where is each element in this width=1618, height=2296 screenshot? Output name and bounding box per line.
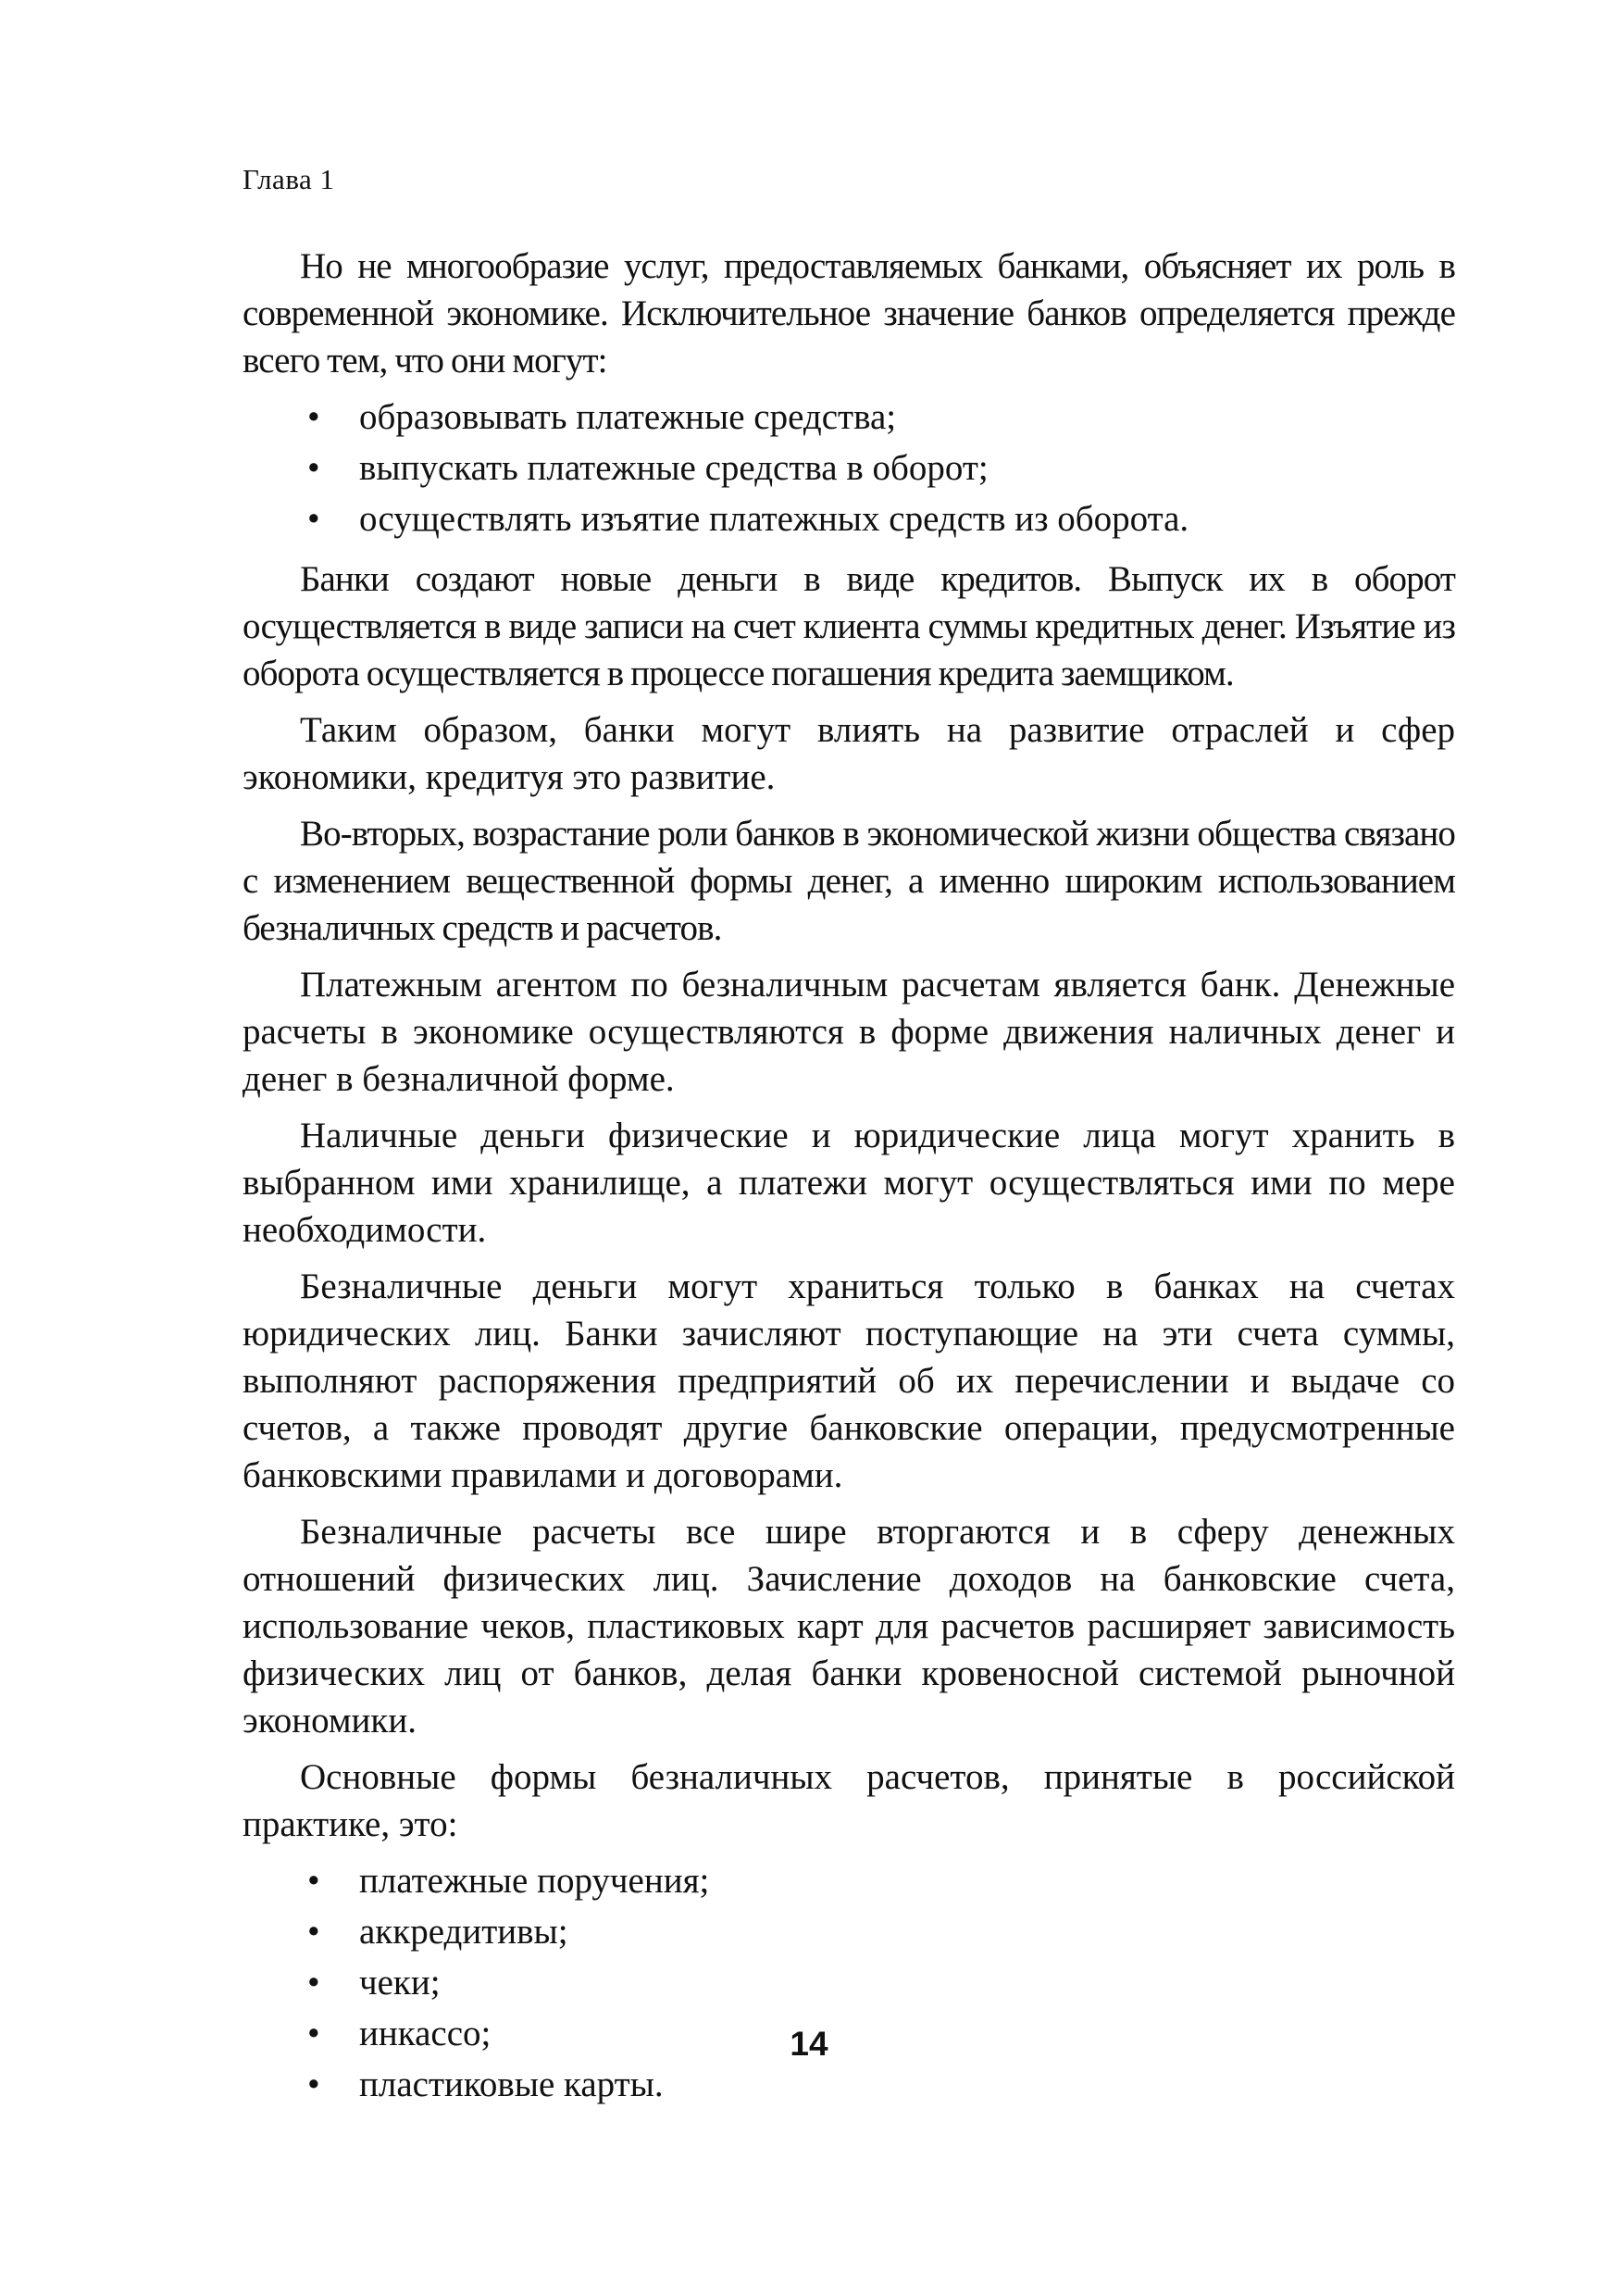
bullet-icon: • bbox=[307, 1963, 320, 2003]
bullet-icon: • bbox=[307, 448, 320, 488]
list-item bbox=[243, 1959, 1455, 2006]
paragraph-1: Но не многообразие услуг, предоставляемых банками, объясняет их роль в современной экономике. Исключительное значение банков определяется прежде всего тем, что они могут: bbox=[243, 246, 1455, 381]
paragraph-3: Таким образом, банки могут влиять на развитие отраслей и сфер экономики, кредитуя это развитие. bbox=[243, 710, 1455, 797]
list-item bbox=[243, 444, 1455, 492]
bullet-icon: • bbox=[307, 2014, 320, 2053]
list-item-text: осуществлять изъятие платежных средств из оборота. bbox=[359, 499, 1189, 539]
list-item bbox=[243, 393, 1455, 441]
bullet-icon: • bbox=[307, 1861, 320, 1901]
bullet-icon: • bbox=[307, 2065, 320, 2104]
running-head: Глава 1 bbox=[243, 163, 335, 195]
list-item bbox=[243, 1908, 1455, 1955]
paragraph-6: Наличные деньги физические и юридические лица могут хранить в выбранном ими хранилище, а платежи могут осуществляться ими по мере необходимости. bbox=[243, 1116, 1455, 1250]
bullet-icon: • bbox=[307, 397, 320, 437]
list-item-text: аккредитивы; bbox=[359, 1912, 568, 1952]
paragraph-4: Во-вторых, возрастание роли банков в экономической жизни общества связано с изменением вещественной формы денег, а именно широким использованием безналичных средств и расчетов. bbox=[243, 814, 1455, 948]
paragraph-7: Безналичные деньги могут храниться только в банках на счетах юридических лиц. Банки зачисляют поступающие на эти счета суммы, выполняют распоряжения предприятий об их перечислении и выдаче со счетов, а также проводят другие банковские операции, предусмотренные банковскими правилами и договорами. bbox=[243, 1267, 1455, 1495]
paragraph-5: Платежным агентом по безналичным расчетам является банк. Денежные расчеты в экономике осуществляются в форме движения наличных денег и денег в безналичной форме. bbox=[243, 965, 1455, 1099]
bullet-icon: • bbox=[307, 499, 320, 539]
bullet-list-payment-forms bbox=[243, 1857, 1455, 2108]
list-item-text: выпускать платежные средства в оборот; bbox=[359, 448, 989, 488]
list-item bbox=[243, 2061, 1455, 2108]
list-item-text: пластиковые карты. bbox=[359, 2065, 664, 2104]
list-item bbox=[243, 1857, 1455, 1904]
bullet-list-bank-functions bbox=[243, 393, 1455, 543]
list-item-text: инкассо; bbox=[359, 2014, 492, 2053]
list-item-text: образовывать платежные средства; bbox=[359, 397, 897, 437]
page-body bbox=[243, 243, 1455, 2121]
bullet-icon: • bbox=[307, 1912, 320, 1952]
page-number: 14 bbox=[790, 2025, 828, 2063]
paragraph-9: Основные формы безналичных расчетов, принятые в российской практике, это: bbox=[243, 1757, 1455, 1844]
list-item-text: платежные поручения; bbox=[359, 1861, 710, 1901]
list-item bbox=[243, 495, 1455, 543]
paragraph-2: Банки создают новые деньги в виде кредитов. Выпуск их в оборот осуществляется в виде записи на счет клиента суммы кредитных денег. Изъятие из оборота осуществляется в процессе погашения кредита заемщиком. bbox=[243, 559, 1455, 693]
paragraph-8: Безналичные расчеты все шире вторгаются и в сферу денежных отношений физических лиц. Зачисление доходов на банковские счета, использование чеков, пластиковых карт для расчетов расширяет зависимость физических лиц от банков, делая банки кровеносной системой рыночной экономики. bbox=[243, 1512, 1455, 1741]
list-item-text: чеки; bbox=[359, 1963, 441, 2003]
